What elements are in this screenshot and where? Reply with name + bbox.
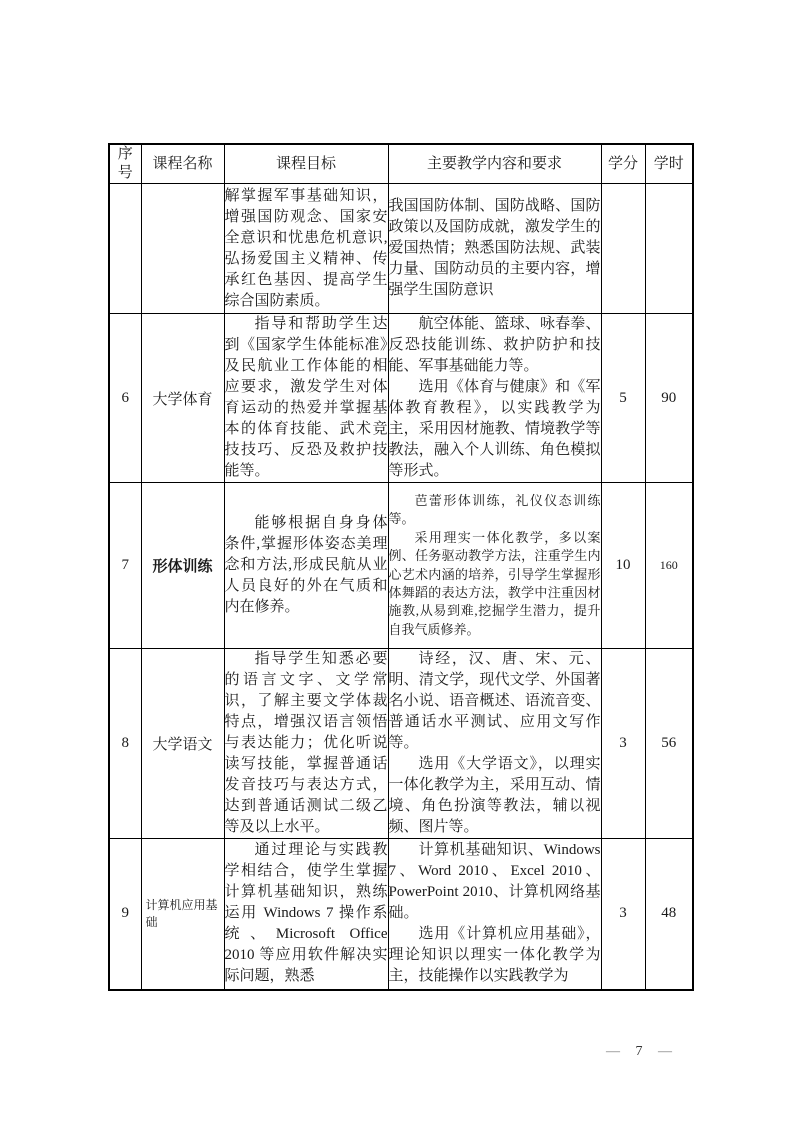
- credits-cell: 10: [601, 483, 645, 649]
- objective-paragraph: 解掌握军事基础知识，增强国防观念、国家安全意识和忧患危机意识,弘扬爱国主义精神、传承红色基因、提高学生综合国防素质。: [224, 187, 388, 309]
- objective-paragraph: 指导和帮助学生达到《国家学生体能标准》及民航业工作体能的相应要求，激发学生对体育运动的热爱并掌握基本的体育技能、武术竞技技巧、反恐及救护技能等。: [224, 316, 388, 479]
- footer-dash-right: —: [658, 1044, 672, 1059]
- objective-cell: [224, 483, 388, 649]
- content-cell: [388, 483, 601, 649]
- objective-cell: [224, 184, 388, 314]
- row-number-cell: 8: [109, 649, 141, 839]
- row-number-cell: [109, 184, 141, 314]
- table-header-row: [109, 144, 693, 184]
- course-name-cell: 计算机应用基础: [141, 839, 224, 990]
- table-row-computer-basics: [109, 839, 693, 990]
- header-credits: 学分: [601, 144, 645, 184]
- content-paragraph: 芭蕾形体训练，礼仪仪态训练等。: [388, 492, 601, 527]
- credits-cell: [601, 184, 645, 314]
- header-name: 课程名称: [141, 144, 224, 184]
- table-row-continuation: [109, 184, 693, 314]
- footer-page-number: 7: [635, 1044, 643, 1059]
- hours-cell: 48: [645, 839, 693, 990]
- content-paragraph: 计算机基础知识、Windows 7、Word 2010、Excel 2010、PowerPoint 2010、计算机网络基础。: [388, 842, 601, 922]
- objective-cell: [224, 839, 388, 990]
- credits-cell: 3: [601, 839, 645, 990]
- hours-cell: 90: [645, 314, 693, 483]
- header-no: 序号: [109, 144, 141, 184]
- content-paragraph: 选用《体育与健康》和《军体教育教程》，以实践教学为主，采用因材施教、情境教学等教法，融入个人训练、角色模拟等形式。: [388, 379, 601, 479]
- hours-cell: [645, 184, 693, 314]
- course-name-cell: 大学体育: [141, 314, 224, 483]
- course-name-cell: 形体训练: [141, 483, 224, 649]
- hours-cell: 160: [645, 483, 693, 649]
- credits-cell: 5: [601, 314, 645, 483]
- table-row-body-training: [109, 483, 693, 649]
- content-cell: [388, 184, 601, 314]
- table-row-pe: [109, 314, 693, 483]
- objective-paragraph: 能够根据自身身体条件,掌握形体姿态美理念和方法,形成民航从业人员良好的外在气质和内在修养。: [224, 515, 388, 615]
- objective-paragraph: 指导学生知悉必要的语言文字、文学常识，了解主要文学体裁特点，增强汉语言领悟与表达能力；优化听说读写技能，掌握普通话发音技巧与表达方式，达到普通话测试二级乙等及以上水平。: [224, 651, 388, 835]
- content-cell: [388, 314, 601, 483]
- content-cell: [388, 649, 601, 839]
- page-footer: [606, 1044, 672, 1060]
- objective-paragraph: 通过理论与实践教学相结合，使学生掌握计算机基础知识，熟练运用 Windows 7 操作系统、Microsoft Office 2010 等应用软件解决实际问题，熟悉: [224, 842, 388, 985]
- content-paragraph: 诗经，汉、唐、宋、元、明、清文学，现代文学、外国著名小说、语音概述、语流音变、普通话水平测试、应用文写作等。: [388, 651, 601, 751]
- course-name-cell: [141, 184, 224, 314]
- row-number-cell: 7: [109, 483, 141, 649]
- content-paragraph: 采用理实一体化教学，多以案例、任务驱动教学方法，注重学生内心艺术内涵的培养，引导学生掌握形体舞蹈的表达方法，教学中注重因材施教,从易到难,挖掘学生潜力，提升自我气质修养。: [388, 529, 601, 637]
- content-paragraph: 航空体能、篮球、咏春拳、反恐技能训练、救护防护和技能、军事基础能力等。: [388, 316, 601, 374]
- header-hours: 学时: [645, 144, 693, 184]
- content-paragraph: 选用《大学语文》，以理实一体化教学为主，采用互动、情境、角色扮演等教法，辅以视频、图片等。: [388, 756, 601, 835]
- header-content: 主要教学内容和要求: [388, 144, 601, 184]
- footer-dash-left: —: [606, 1044, 620, 1059]
- course-table: [108, 143, 694, 991]
- table-row-chinese: [109, 649, 693, 839]
- hours-cell: 56: [645, 649, 693, 839]
- header-objective: 课程目标: [224, 144, 388, 184]
- objective-cell: [224, 649, 388, 839]
- objective-cell: [224, 314, 388, 483]
- content-paragraph: 我国国防体制、国防战略、国防政策以及国防成就，激发学生的爱国热情；熟悉国防法规、武装力量、国防动员的主要内容，增强学生国防意识: [388, 198, 601, 298]
- row-number-cell: 9: [109, 839, 141, 990]
- content-cell: [388, 839, 601, 990]
- row-number-cell: 6: [109, 314, 141, 483]
- credits-cell: 3: [601, 649, 645, 839]
- content-paragraph: 选用《计算机应用基础》，理论知识以理实一体化教学为主，技能操作以实践教学为: [388, 926, 601, 985]
- course-name-cell: 大学语文: [141, 649, 224, 839]
